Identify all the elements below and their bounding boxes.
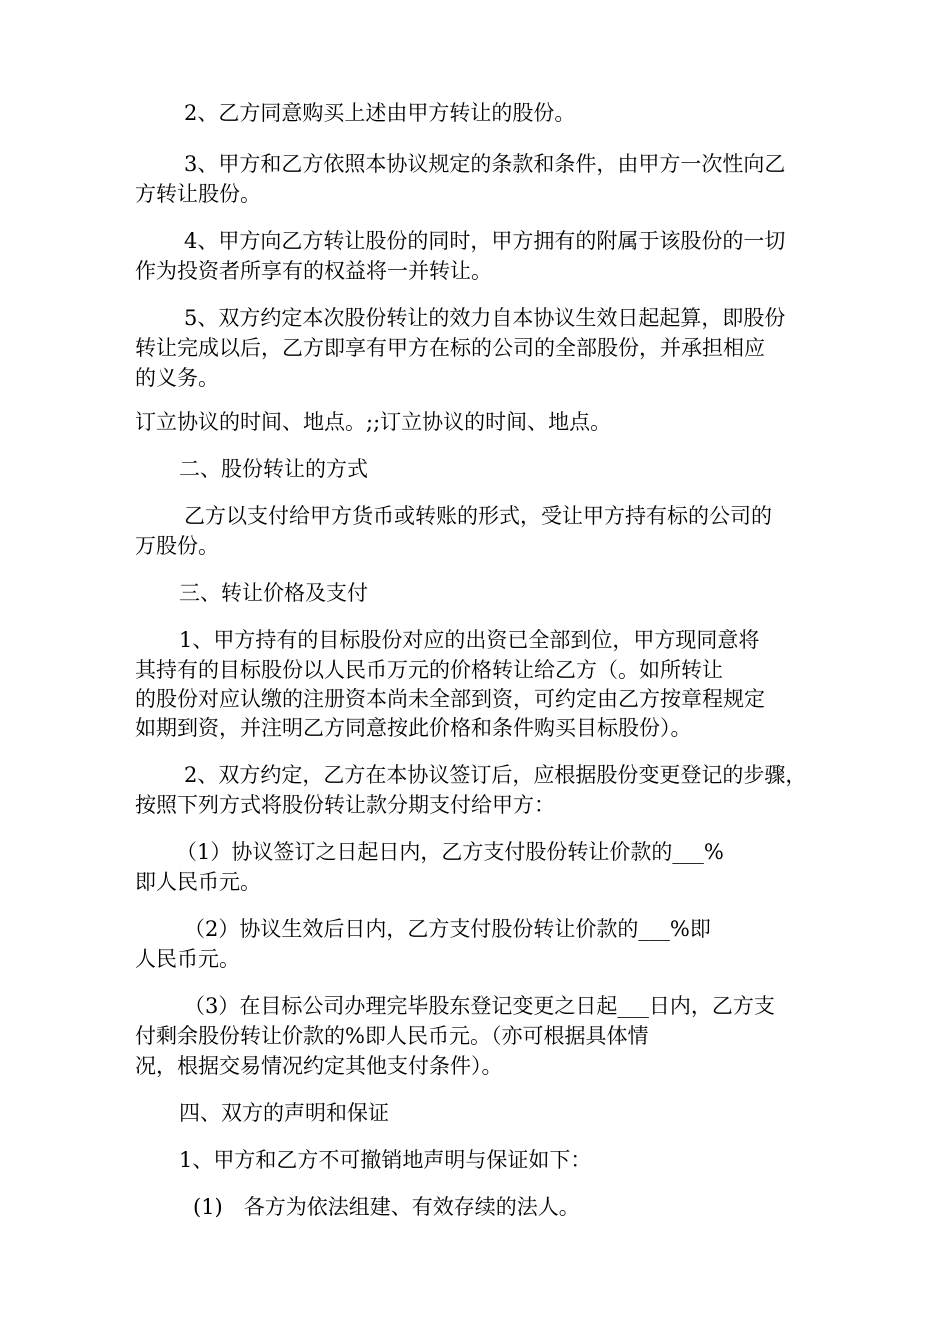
section-heading: 四、双方的声明和保证: [179, 1101, 389, 1125]
paragraph-line: 如期到资，并注明乙方同意按此价格和条件购买目标股份）。: [135, 716, 692, 740]
paragraph-line: 况，根据交易情况约定其他支付条件）。: [135, 1054, 503, 1078]
paragraph-line: 4、甲方向乙方转让股份的同时，甲方拥有的附属于该股份的一切: [184, 229, 786, 253]
paragraph-line: 付剩余股份转让价款的%即人民币元。（亦可根据具体情: [135, 1024, 649, 1048]
paragraph-line: 订立协议的时间、地点。;;订立协议的时间、地点。: [135, 410, 612, 434]
paragraph-line: （3）在目标公司办理完毕股东登记变更之日起___日内，乙方支: [184, 994, 775, 1018]
paragraph-line: （1）协议签订之日起日内，乙方支付股份转让价款的___%: [176, 840, 724, 864]
paragraph-line: （2）协议生效后日内，乙方支付股份转让价款的___%即: [184, 917, 711, 941]
paragraph-line: 方转让股份。: [135, 182, 261, 206]
paragraph-line: 按照下列方式将股份转让款分期支付给甲方：: [135, 793, 555, 817]
paragraph-line: 即人民币元。: [135, 870, 261, 894]
paragraph-line: 人民币元。: [135, 947, 240, 971]
paragraph-line: 乙方以支付给甲方货币或转账的形式，受让甲方持有标的公司的: [184, 504, 772, 528]
paragraph-line: 2、双方约定，乙方在本协议签订后，应根据股份变更登记的步骤，: [184, 763, 807, 787]
paragraph-line: (1) 各方为依法组建、有效存续的法人。: [193, 1195, 580, 1219]
paragraph-line: 1、甲方持有的目标股份对应的出资已全部到位，甲方现同意将: [179, 628, 760, 652]
paragraph-line: 作为投资者所享有的权益将一并转让。: [135, 259, 492, 283]
paragraph-line: 万股份。: [135, 534, 219, 558]
paragraph-line: 3、甲方和乙方依照本协议规定的条款和条件，由甲方一次性向乙: [184, 152, 786, 176]
paragraph-line: 的义务。: [135, 366, 219, 390]
paragraph-line: 1、甲方和乙方不可撤销地声明与保证如下：: [179, 1148, 592, 1172]
paragraph-line: 其持有的目标股份以人民币万元的价格转让给乙方（。如所转让: [135, 658, 723, 682]
section-heading: 三、转让价格及支付: [179, 581, 368, 605]
paragraph-line: 2、乙方同意购买上述由甲方转让的股份。: [184, 101, 576, 125]
section-heading: 二、股份转让的方式: [179, 457, 368, 481]
paragraph-line: 5、双方约定本次股份转让的效力自本协议生效日起起算，即股份: [184, 306, 786, 330]
paragraph-line: 转让完成以后，乙方即享有甲方在标的公司的全部股份，并承担相应: [135, 336, 765, 360]
paragraph-line: 的股份对应认缴的注册资本尚未全部到资，可约定由乙方按章程规定: [135, 687, 765, 711]
